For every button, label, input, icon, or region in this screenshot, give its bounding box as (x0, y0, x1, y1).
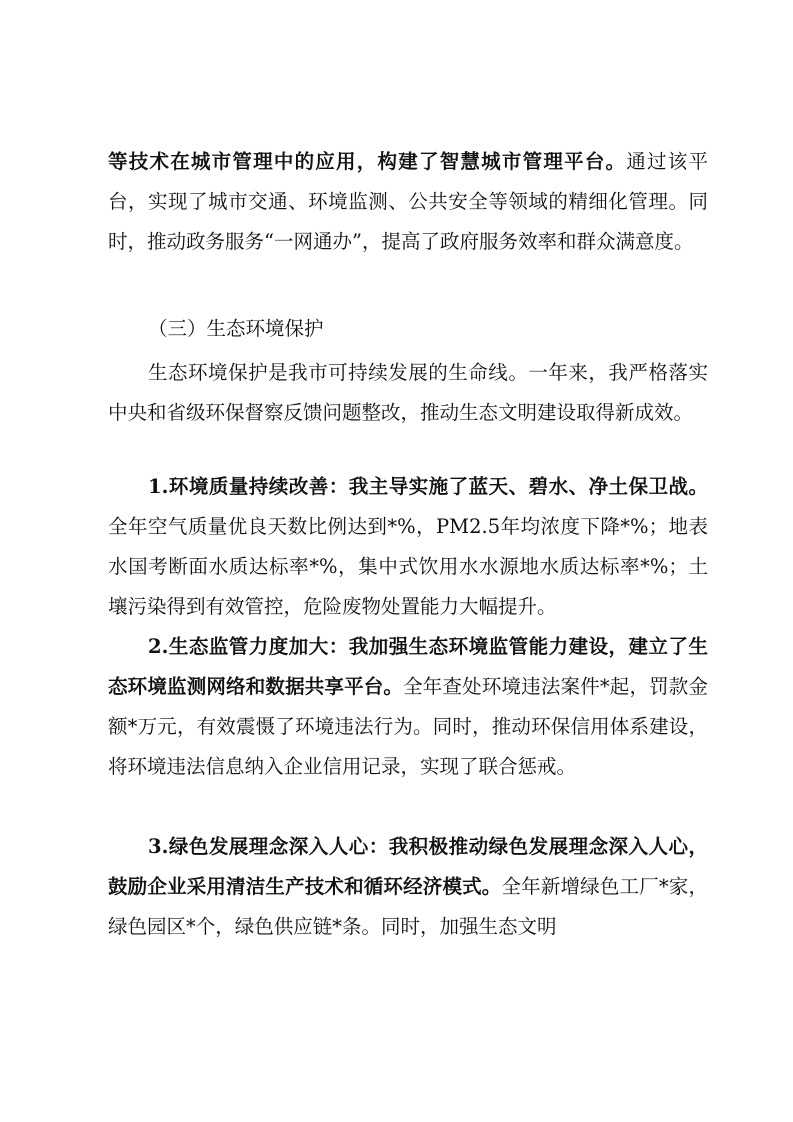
section-heading-ecology: （三）生态环境保护 (148, 317, 324, 340)
list-item-supervision-text: 全年查处环境违法案件*起，罚款金额*万元，有效震慑了环境违法行为。同时，推动环保信用体系建设，将环境违法信息纳入企业信用记录，实现了联合惩戒。 (108, 675, 708, 778)
list-item-green-development-bold: 3.绿色发展理念深入人心：我积极推动绿色发展理念深入人心，鼓励企业采用清洁生产技术和循环经济模式。 (108, 835, 708, 898)
paragraph-smart-city (108, 142, 708, 262)
list-item-green-development (108, 827, 708, 947)
list-item-environment-quality (108, 467, 708, 627)
paragraph-smart-city-text: 通过该平台，实现了城市交通、环境监测、公共安全等领域的精细化管理。同时，推动政务服务“一网通办”，提高了政府服务效率和群众满意度。 (108, 150, 708, 253)
paragraph-ecology-intro: 生态环境保护是我市可持续发展的生命线。一年来，我严格落实中央和省级环保督察反馈问题整改，推动生态文明建设取得新成效。 (108, 361, 708, 424)
paragraph-smart-city-bold: 等技术在城市管理中的应用，构建了智慧城市管理平台。 (108, 150, 627, 173)
list-item-supervision (108, 627, 708, 787)
list-item-environment-quality-bold: 1.环境质量持续改善：我主导实施了蓝天、碧水、净土保卫战。 (148, 475, 708, 498)
list-item-environment-quality-text: 全年空气质量优良天数比例达到*%，PM2.5年均浓度下降*%；地表水国考断面水质达标率*%，集中式饮用水水源地水质达标率*%；土壤污染得到有效管控，危险废物处置能力大幅提升。 (108, 515, 708, 618)
list-item-supervision-bold: 2.生态监管力度加大：我加强生态环境监管能力建设，建立了生态环境监测网络和数据共享平台。 (108, 635, 708, 698)
list-item-green-development-text: 全年新增绿色工厂*家，绿色园区*个，绿色供应链*条。同时，加强生态文明 (108, 875, 708, 938)
